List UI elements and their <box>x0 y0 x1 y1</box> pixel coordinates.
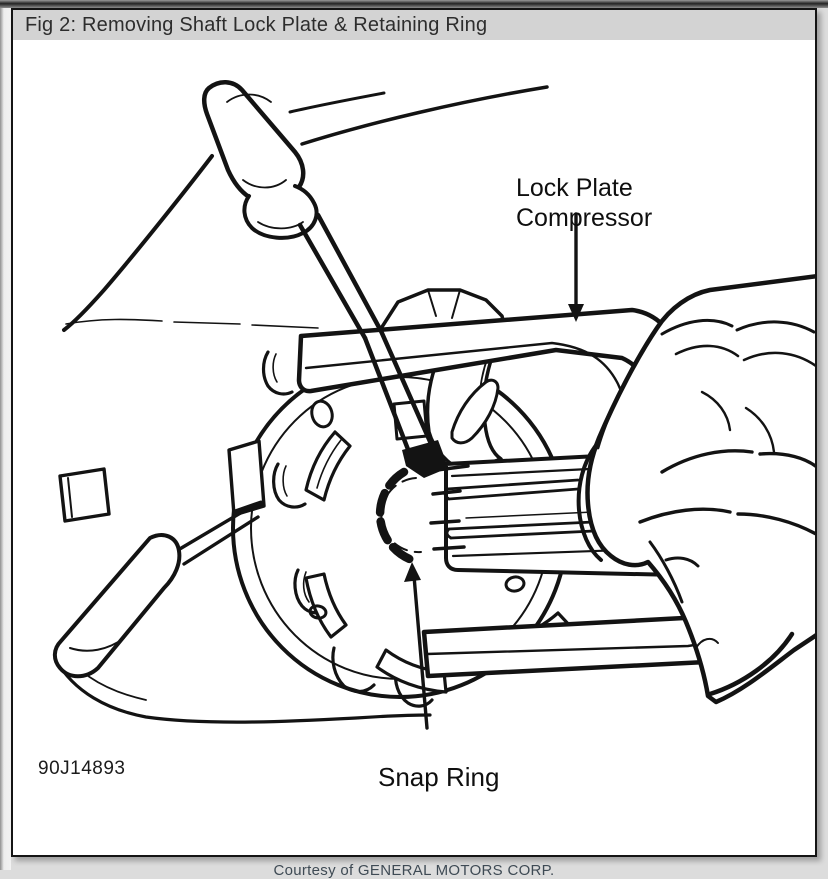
courtesy-text: Courtesy of GENERAL MOTORS CORP. <box>273 862 555 879</box>
lock-plate-compressor-label: Lock Plate Compressor <box>516 174 653 232</box>
snap-ring-label: Snap Ring <box>378 762 500 792</box>
window-left-edge <box>0 8 11 870</box>
window-top-edge <box>0 0 828 8</box>
turn-signal-lever <box>55 441 264 676</box>
figure-title: Fig 2: Removing Shaft Lock Plate & Retaining Ring <box>25 13 488 36</box>
figure-part-number: 90J14893 <box>38 758 126 779</box>
diagram-illustration <box>13 40 815 855</box>
figure-header <box>13 10 815 40</box>
diagram-area <box>13 40 815 879</box>
figure-panel <box>11 8 817 879</box>
